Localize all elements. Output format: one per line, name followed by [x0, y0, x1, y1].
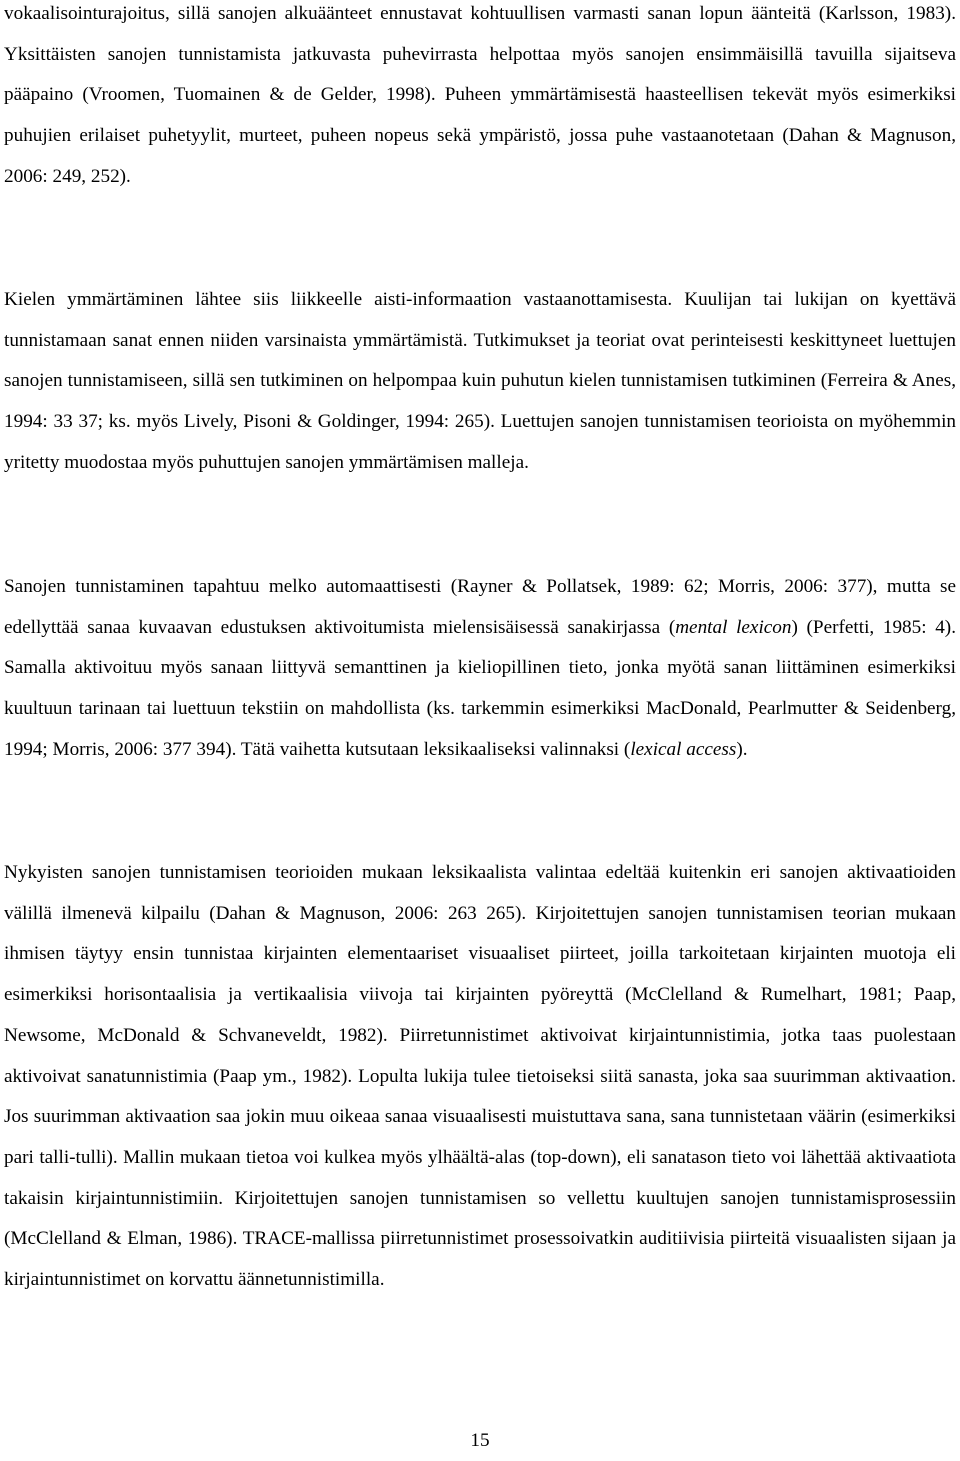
- paragraph-4: [4, 853, 956, 1301]
- paragraph-2: [4, 280, 956, 484]
- paragraph-1-text: vokaalisointurajoitus, sillä sanojen alkuäänteet ennustavat kohtuullisen varmasti sanan lopun äänteitä (Karlsson, 1983). Yksittäisten sanojen tunnistamista jatkuvasta puhevirrasta helpottaa myös sanojen ensimmäisillä tavuilla sijaitseva pääpaino (Vroomen, Tuomainen & de Gelder, 1998). Puheen ymmärtämisestä haasteellisen tekevät myös esimerkiksi puhujien erilaiset puhetyylit, murteet, puheen nopeus sekä ympäristö, jossa puhe vastaanotetaan (Dahan & Magnuson, 2006: 249, 252).: [4, 3, 956, 187]
- paragraph-4-text: Nykyisten sanojen tunnistamisen teorioiden mukaan leksikaalista valintaa edeltää kuitenkin eri sanojen aktivaatioiden välillä ilmenevä kilpailu (Dahan & Magnuson, 2006: 263 265). Kirjoitettujen sanojen tunnistamisen teorian mukaan ihmisen täytyy ensin tunnistaa kirjainten elementaariset visuaaliset piirteet, joilla tarkoitetaan kirjainten muotoja eli esimerkiksi horisontaalisia ja vertikaalisia viivoja tai kirjainten pyöreyttä (McClelland & Rumelhart, 1981; Paap, Newsome, McDonald & Schvaneveldt, 1982). Piirretunnistimet aktivoivat kirjaintunnistimia, jotka taas puolestaan aktivoivat sanatunnistimia (Paap ym., 1982). Lopulta lukija tulee tietoiseksi siitä sanasta, joka saa suurimman aktivaation. Jos suurimman aktivaation saa jokin muu oikeaa sanaa visuaalisesti muistuttava sana, sana tunnistetaan väärin (esimerkiksi pari talli-tulli). Mallin mukaan tietoa voi kulkea myös ylhäältä-alas (top-down), eli sanatason tieto voi lähettää aktivaatiota takaisin kirjaintunnistimiin. Kirjoitettujen sanojen tunnistamisen so vellettu kuultujen sanojen tunnistamisprosessiin (McClelland & Elman, 1986). TRACE-mallissa piirretunnistimet prosessoivatkin auditiivisia piirteitä visuaalisten sijaan ja kirjaintunnistimet on korvattu äännetunnistimilla.: [4, 862, 956, 1291]
- paragraph-1: [4, 0, 956, 198]
- paragraph-2-text: Kielen ymmärtäminen lähtee siis liikkeelle aisti-informaation vastaanottamisesta. Kuulijan tai lukijan on kyettävä tunnistamaan sanat ennen niiden varsinaista ymmärtämistä. Tutkimukset ja teoriat ovat perinteisesti keskittyneet luettujen sanojen tunnistamiseen, sillä sen tutkiminen on helpompaa kuin puhutun kielen tunnistamisen tutkiminen (Ferreira & Anes, 1994: 33 37; ks. myös Lively, Pisoni & Goldinger, 1994: 265). Luettujen sanojen tunnistamisen teorioista on myöhemmin yritetty muodostaa myös puhuttujen sanojen ymmärtämisen malleja.: [4, 289, 956, 473]
- page-number: 15: [470, 1430, 490, 1451]
- term-mental-lexicon: mental lexicon: [675, 616, 792, 638]
- term-lexical-access: lexical access: [630, 738, 737, 760]
- paragraph-3: [4, 567, 956, 771]
- paragraph-3-text-c: ).: [736, 738, 748, 760]
- paragraph-3-text-b: ) (Perfetti, 1985: 4). Samalla aktivoituu myös sanaan liittyvä semanttinen ja kieliopillinen tieto, jonka myötä sanan liittäminen esimerkiksi kuultuun tarinaan tai luettuun tekstiin on mahdollista (ks. tarkemmin esimerkiksi MacDonald, Pearlmutter & Seidenberg, 1994; Morris, 2006: 377 394). Tätä vaihetta kutsutaan leksikaaliseksi valinnaksi (: [4, 616, 956, 760]
- paragraph-3-text-a: Sanojen tunnistaminen tapahtuu melko automaattisesti (Rayner & Pollatsek, 1989: 62; Morris, 2006: 377), mutta se edellyttää sanaa kuvaavan edustuksen aktivoitumista mielensisäisessä sanakirjassa (: [4, 576, 956, 638]
